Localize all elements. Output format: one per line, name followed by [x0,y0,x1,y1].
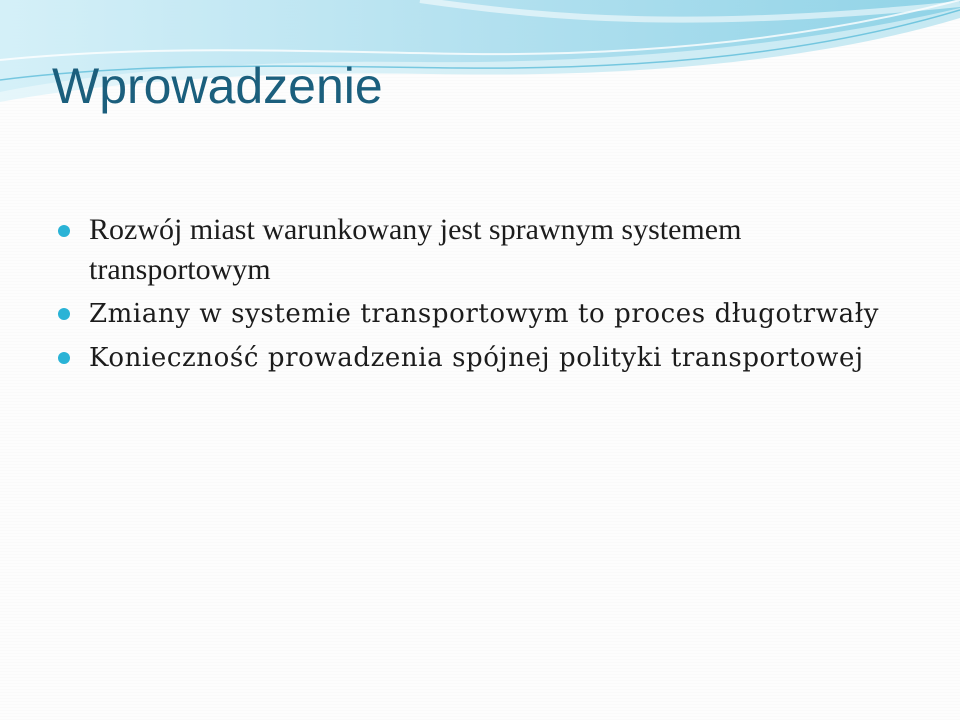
bullet-item-3 [56,338,916,378]
bullet-dot-icon [58,225,70,237]
bullet-item-1 [56,210,916,290]
bullet-item-2 [56,294,916,334]
bullet-list [56,210,916,382]
slide-title: Wprowadzenie [52,58,383,114]
bullet-text: Rozwój miast warunkowany jest sprawnym systemem transportowym [89,213,742,286]
bullet-dot-icon [58,308,70,320]
bullet-text: Konieczność prowadzenia spójnej polityki transportowej [89,343,864,373]
bullet-text: Zmiany w systemie transportowym to proces długotrwały [89,299,880,329]
bullet-dot-icon [58,352,70,364]
